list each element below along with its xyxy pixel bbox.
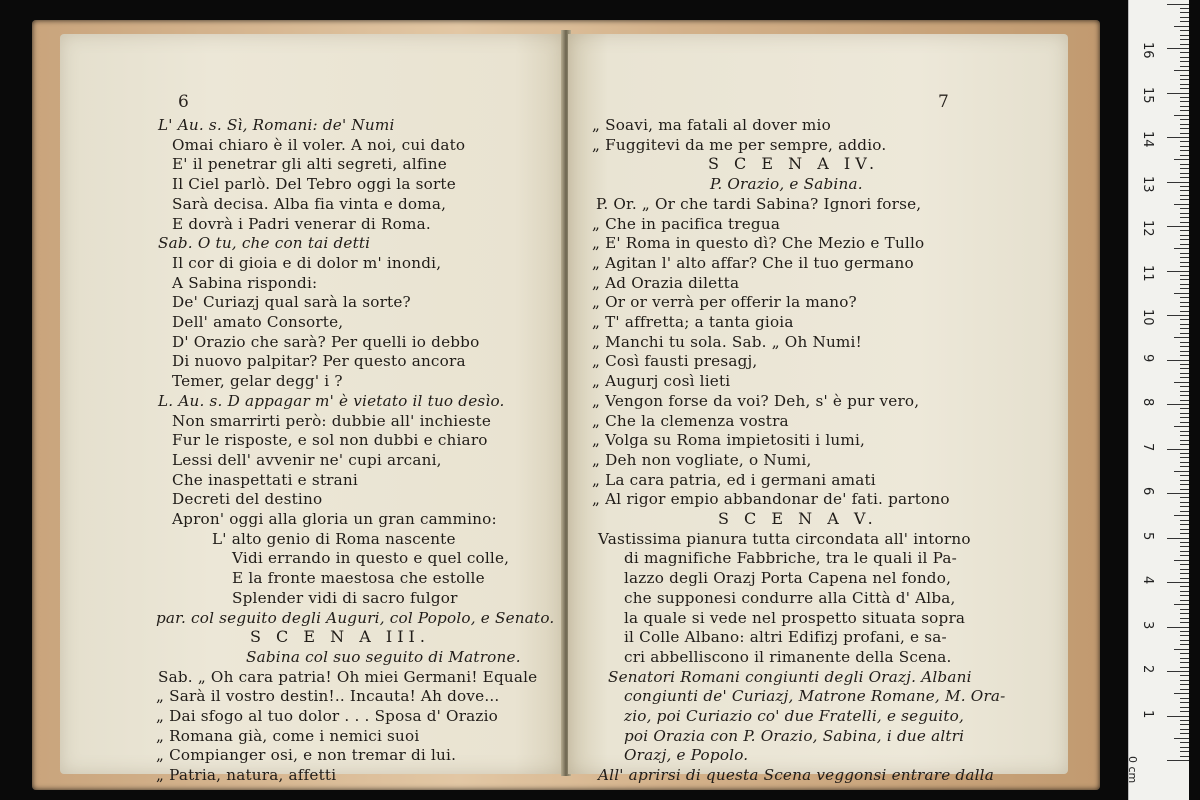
- ruler-tick: [1180, 217, 1189, 218]
- ruler-tick: [1180, 546, 1189, 547]
- ruler-unit-label: 0 cm: [1126, 756, 1139, 784]
- ruler-tick: [1167, 315, 1189, 316]
- ruler-tick: [1180, 44, 1189, 45]
- text-line: Lessi dell' avvenir ne' cupi arcani,: [172, 450, 442, 469]
- ruler-tick: [1180, 186, 1189, 187]
- text-line: „ Sarà il vostro destin!.. Incauta! Ah dove...: [156, 687, 500, 706]
- ruler-tick: [1174, 26, 1189, 27]
- ruler-tick: [1180, 489, 1189, 490]
- ruler-tick: [1167, 716, 1189, 717]
- text-line: „ Patria, natura, affetti: [156, 766, 337, 785]
- ruler-tick: [1180, 213, 1189, 214]
- ruler-number: 13: [1140, 175, 1155, 193]
- ruler-tick: [1174, 204, 1189, 205]
- ruler-tick: [1180, 244, 1189, 245]
- text-line: „ Volga su Roma impietositi i lumi,: [592, 431, 866, 450]
- ruler-tick: [1180, 368, 1189, 369]
- ruler-tick: [1180, 173, 1189, 174]
- ruler-tick: [1180, 284, 1189, 285]
- ruler-tick: [1180, 524, 1189, 525]
- ruler-number: 5: [1140, 531, 1155, 540]
- ruler-tick: [1180, 756, 1189, 757]
- ruler-tick: [1180, 377, 1189, 378]
- ruler-tick: [1174, 248, 1189, 249]
- scene-heading: S C E N A III.: [250, 627, 430, 647]
- ruler-tick: [1174, 560, 1189, 561]
- ruler-tick: [1180, 440, 1189, 441]
- ruler-tick: [1180, 600, 1189, 601]
- ruler-tick: [1180, 542, 1189, 543]
- ruler-tick: [1180, 12, 1189, 13]
- ruler-tick: [1180, 675, 1189, 676]
- ruler-tick: [1180, 511, 1189, 512]
- ruler-tick: [1180, 8, 1189, 9]
- text-line: „ Or or verrà per offerir la mano?: [592, 293, 857, 312]
- text-line: Orazj, e Popolo.: [624, 746, 749, 765]
- ruler-tick: [1180, 146, 1189, 147]
- text-line: Decreti del destino: [172, 490, 323, 509]
- text-line: „ Così fausti presagj,: [592, 352, 758, 371]
- ruler-tick: [1180, 484, 1189, 485]
- ruler-tick: [1180, 653, 1189, 654]
- ruler-tick: [1174, 649, 1189, 650]
- text-line: Non smarrirti però: dubbie all' inchieste: [172, 411, 492, 430]
- ruler-tick: [1167, 4, 1189, 5]
- ruler-tick: [1180, 324, 1189, 325]
- ruler-tick: [1180, 190, 1189, 191]
- ruler-tick: [1180, 110, 1189, 111]
- ruler-tick: [1174, 159, 1189, 160]
- ruler-tick: [1180, 342, 1189, 343]
- ruler-number: 2: [1140, 665, 1155, 674]
- ruler-tick: [1180, 480, 1189, 481]
- text-line: Omai chiaro è il voler. A noi, cui dato: [172, 135, 466, 154]
- ruler-tick: [1180, 506, 1189, 507]
- ruler-tick: [1180, 279, 1189, 280]
- ruler-tick: [1180, 520, 1189, 521]
- ruler-tick: [1180, 21, 1189, 22]
- ruler-tick: [1180, 733, 1189, 734]
- ruler-tick: [1180, 618, 1189, 619]
- ruler-tick: [1180, 578, 1189, 579]
- ruler-tick: [1167, 538, 1189, 539]
- ruler-tick: [1180, 262, 1189, 263]
- ruler-number: 16: [1140, 42, 1155, 59]
- text-line: „ Augurj così lieti: [592, 372, 731, 391]
- ruler-tick: [1180, 239, 1189, 240]
- ruler-tick: [1180, 235, 1189, 236]
- text-line: Il cor di gioia e di dolor m' inondi,: [172, 253, 442, 272]
- text-line: „ Ad Orazia diletta: [592, 273, 740, 292]
- ruler-tick: [1180, 667, 1189, 668]
- ruler-number: 12: [1140, 220, 1155, 237]
- ruler-tick: [1167, 627, 1189, 628]
- text-line: De' Curiazj qual sarà la sorte?: [172, 293, 411, 312]
- text-line: „ Vengon forse da voi? Deh, s' è pur vero,: [592, 391, 920, 410]
- ruler-tick: [1180, 311, 1189, 312]
- ruler-tick: [1180, 435, 1189, 436]
- ruler-tick: [1174, 382, 1189, 383]
- text-line: poi Orazia con P. Orazio, Sabina, i due altri: [624, 726, 965, 745]
- text-line: Temer, gelar degg' i ?: [172, 372, 343, 391]
- ruler-tick: [1180, 595, 1189, 596]
- ruler-tick: [1180, 319, 1189, 320]
- ruler-tick: [1180, 208, 1189, 209]
- text-line: „ Al rigor empio abbandonar de' fati. partono: [592, 490, 950, 509]
- ruler-tick: [1180, 502, 1189, 503]
- ruler-tick: [1180, 711, 1189, 712]
- ruler-tick: [1180, 631, 1189, 632]
- ruler-tick: [1180, 97, 1189, 98]
- text-line: L' alto genio di Roma nascente: [212, 529, 456, 548]
- ruler-tick: [1180, 391, 1189, 392]
- ruler-number: 14: [1140, 131, 1155, 148]
- ruler-tick: [1180, 328, 1189, 329]
- ruler-tick: [1180, 742, 1189, 743]
- ruler-tick: [1180, 266, 1189, 267]
- ruler-tick: [1180, 297, 1189, 298]
- text-line: L' Au. s. Sì, Romani: de' Numi: [158, 116, 395, 134]
- ruler-tick: [1180, 591, 1189, 592]
- ruler-tick: [1180, 302, 1189, 303]
- text-line: E la fronte maestosa che estolle: [232, 569, 485, 588]
- ruler-tick: [1180, 533, 1189, 534]
- text-line: A Sabina rispondi:: [172, 273, 318, 292]
- ruler-tick: [1180, 333, 1189, 334]
- ruler-tick: [1180, 555, 1189, 556]
- ruler-tick: [1167, 760, 1189, 761]
- text-line: All' aprirsi di questa Scena veggonsi entrare dalla: [598, 766, 994, 785]
- ruler-tick: [1180, 351, 1189, 352]
- ruler-tick: [1180, 422, 1189, 423]
- ruler-number: 10: [1140, 309, 1155, 326]
- ruler-tick: [1180, 680, 1189, 681]
- text-line: „ Manchi tu sola. Sab. „ Oh Numi!: [592, 332, 862, 351]
- ruler-tick: [1167, 93, 1189, 94]
- ruler-tick: [1180, 133, 1189, 134]
- ruler-tick: [1180, 141, 1189, 142]
- ruler-tick: [1180, 609, 1189, 610]
- ruler-tick: [1167, 449, 1189, 450]
- text-line: la quale si vede nel prospetto situata sopra: [624, 608, 966, 627]
- ruler-tick: [1180, 168, 1189, 169]
- ruler-number: 11: [1140, 264, 1155, 282]
- ruler-tick: [1180, 613, 1189, 614]
- ruler-tick: [1180, 751, 1189, 752]
- text-line: Il Ciel parlò. Del Tebro oggi la sorte: [172, 175, 456, 194]
- ruler-tick: [1180, 431, 1189, 432]
- text-line: „ E' Roma in questo dì? Che Mezio e Tullo: [592, 234, 925, 253]
- page-number: 7: [938, 92, 949, 112]
- ruler-tick: [1180, 573, 1189, 574]
- ruler-tick: [1180, 529, 1189, 530]
- ruler-tick: [1180, 684, 1189, 685]
- text-line: „ T' affretta; a tanta gioia: [592, 313, 794, 331]
- ruler-tick: [1180, 747, 1189, 748]
- stage-direction: Sabina col suo seguito di Matrone.: [246, 647, 521, 666]
- ruler-tick: [1174, 70, 1189, 71]
- ruler-tick: [1180, 288, 1189, 289]
- text-line: di magnifiche Fabbriche, tra le quali il Pa-: [624, 549, 957, 568]
- ruler-tick: [1167, 271, 1189, 272]
- ruler-tick: [1180, 61, 1189, 62]
- text-line: „ Che in pacifica tregua: [592, 214, 781, 233]
- ruler-tick: [1174, 604, 1189, 605]
- ruler-tick: [1180, 400, 1189, 401]
- ruler-tick: [1180, 364, 1189, 365]
- ruler-number: 4: [1140, 576, 1155, 585]
- ruler-tick: [1180, 195, 1189, 196]
- text-line: E dovrà i Padri venerar di Roma.: [172, 214, 431, 233]
- ruler-tick: [1167, 182, 1189, 183]
- ruler-tick: [1180, 386, 1189, 387]
- ruler-tick: [1180, 475, 1189, 476]
- ruler-tick: [1180, 644, 1189, 645]
- ruler-tick: [1180, 222, 1189, 223]
- text-line: congiunti de' Curiazj, Matrone Romane, M. Ora-: [624, 687, 1006, 706]
- ruler-tick: [1180, 689, 1189, 690]
- text-line: „ Che la clemenza vostra: [592, 411, 789, 430]
- text-line: cri abbelliscono il rimanente della Scena.: [624, 647, 952, 666]
- ruler-number: 9: [1140, 353, 1155, 362]
- ruler-tick: [1180, 57, 1189, 58]
- text-line: E' il penetrar gli alti segreti, alfine: [172, 155, 447, 174]
- ruler-tick: [1174, 515, 1189, 516]
- text-line: „ Dai sfogo al tuo dolor . . . Sposa d' Orazio: [156, 707, 499, 725]
- ruler-tick: [1180, 707, 1189, 708]
- text-line: „ Deh non vogliate, o Numi,: [592, 450, 812, 469]
- ruler-tick: [1167, 582, 1189, 583]
- left-page: [60, 34, 566, 785]
- measuring-ruler: [1128, 0, 1189, 800]
- ruler-tick: [1180, 39, 1189, 40]
- text-line: zio, poi Curiazio co' due Fratelli, e seguito,: [624, 707, 964, 725]
- ruler-tick: [1180, 444, 1189, 445]
- text-line: „ Soavi, ma fatali al dover mio: [592, 116, 831, 134]
- ruler-tick: [1180, 698, 1189, 699]
- ruler-number: 3: [1140, 620, 1155, 629]
- ruler-tick: [1174, 738, 1189, 739]
- ruler-tick: [1180, 413, 1189, 414]
- ruler-tick: [1180, 119, 1189, 120]
- ruler-number: 8: [1140, 398, 1155, 407]
- text-line: Che inaspettati e strani: [172, 470, 358, 489]
- ruler-tick: [1180, 88, 1189, 89]
- ruler-tick: [1180, 346, 1189, 347]
- ruler-tick: [1180, 253, 1189, 254]
- ruler-tick: [1180, 640, 1189, 641]
- stage-direction: P. Orazio, e Sabina.: [710, 175, 863, 194]
- ruler-tick: [1180, 306, 1189, 307]
- ruler-tick: [1180, 702, 1189, 703]
- text-line: „ Agitan l' alto affar? Che il tuo germano: [592, 253, 914, 272]
- text-line: P. Or. „ Or che tardi Sabina? Ignori forse,: [596, 194, 922, 213]
- ruler-tick: [1180, 199, 1189, 200]
- text-line: „ Romana già, come i nemici suoi: [156, 726, 420, 745]
- ruler-tick: [1180, 79, 1189, 80]
- ruler-tick: [1180, 75, 1189, 76]
- ruler-tick: [1180, 155, 1189, 156]
- ruler-tick: [1180, 257, 1189, 258]
- ruler-tick: [1180, 662, 1189, 663]
- ruler-tick: [1180, 373, 1189, 374]
- ruler-tick: [1180, 35, 1189, 36]
- text-line: D' Orazio che sarà? Per quelli io debbo: [172, 332, 480, 351]
- ruler-tick: [1180, 417, 1189, 418]
- ruler-tick: [1180, 101, 1189, 102]
- scene-heading: S C E N A V.: [718, 509, 878, 528]
- text-line: Dell' amato Consorte,: [172, 313, 344, 331]
- text-line: L. Au. s. D appagar m' è vietato il tuo desìo.: [158, 391, 505, 410]
- stage-direction: par. col seguito degli Auguri, col Popolo, e Senato.: [156, 608, 555, 627]
- ruler-tick: [1180, 408, 1189, 409]
- ruler-number: 1: [1140, 709, 1155, 718]
- ruler-tick: [1180, 724, 1189, 725]
- ruler-tick: [1174, 115, 1189, 116]
- text-line: „ La cara patria, ed i germani amati: [592, 470, 876, 489]
- ruler-tick: [1167, 360, 1189, 361]
- ruler-tick: [1180, 551, 1189, 552]
- text-line: Vidi errando in questo e quel colle,: [232, 549, 510, 568]
- ruler-tick: [1180, 564, 1189, 565]
- ruler-number: 6: [1140, 487, 1155, 496]
- ruler-tick: [1167, 226, 1189, 227]
- ruler-number: 15: [1140, 86, 1155, 104]
- scene-heading: S C E N A IV.: [708, 154, 880, 174]
- ruler-number: 7: [1140, 442, 1155, 451]
- ruler-tick: [1180, 720, 1189, 721]
- ruler-tick: [1180, 30, 1189, 31]
- ruler-tick: [1180, 17, 1189, 18]
- ruler-tick: [1180, 355, 1189, 356]
- text-line: Fur le risposte, e sol non dubbi e chiaro: [172, 431, 488, 450]
- ruler-tick: [1174, 293, 1189, 294]
- ruler-tick: [1180, 635, 1189, 636]
- ruler-tick: [1174, 337, 1189, 338]
- ruler-tick: [1180, 66, 1189, 67]
- ruler-tick: [1180, 729, 1189, 730]
- ruler-tick: [1174, 471, 1189, 472]
- ruler-tick: [1167, 671, 1189, 672]
- ruler-tick: [1180, 177, 1189, 178]
- ruler-tick: [1167, 404, 1189, 405]
- ruler-tick: [1174, 693, 1189, 694]
- ruler-tick: [1180, 230, 1189, 231]
- ruler-tick: [1180, 586, 1189, 587]
- ruler-tick: [1180, 462, 1189, 463]
- right-page: [568, 34, 1068, 785]
- ruler-tick: [1180, 84, 1189, 85]
- ruler-tick: [1180, 124, 1189, 125]
- text-line: Splender vidi di sacro fulgor: [232, 588, 458, 607]
- ruler-tick: [1167, 137, 1189, 138]
- text-line: Sab. „ Oh cara patria! Oh miei Germani! Equale: [158, 667, 538, 686]
- page-number: 6: [178, 92, 189, 112]
- ruler-tick: [1180, 128, 1189, 129]
- ruler-tick: [1180, 658, 1189, 659]
- text-line: „ Fuggitevi da me per sempre, addio.: [592, 135, 887, 154]
- ruler-tick: [1180, 395, 1189, 396]
- ruler-tick: [1167, 48, 1189, 49]
- ruler-tick: [1180, 106, 1189, 107]
- ruler-tick: [1180, 622, 1189, 623]
- text-line: lazzo degli Orazj Porta Capena nel fondo,: [624, 569, 952, 588]
- ruler-tick: [1174, 426, 1189, 427]
- ruler-tick: [1180, 52, 1189, 53]
- text-line: che supponesi condurre alla Città d' Alba,: [624, 588, 956, 607]
- ruler-tick: [1180, 569, 1189, 570]
- text-line: Di nuovo palpitar? Per questo ancora: [172, 352, 466, 371]
- text-line: Apron' oggi alla gloria un gran cammino:: [172, 510, 497, 528]
- text-line: „ Compianger osi, e non tremar di lui.: [156, 746, 457, 765]
- text-line: Senatori Romani congiunti degli Orazj. Albani: [608, 667, 972, 686]
- ruler-tick: [1180, 453, 1189, 454]
- ruler-tick: [1180, 457, 1189, 458]
- text-line: Vastissima pianura tutta circondata all' intorno: [598, 529, 971, 548]
- text-line: il Colle Albano: altri Edifizj profani, e sa-: [624, 628, 947, 647]
- ruler-tick: [1167, 493, 1189, 494]
- ruler-tick: [1180, 466, 1189, 467]
- ruler-tick: [1180, 275, 1189, 276]
- text-line: Sab. O tu, che con tai detti: [158, 234, 371, 253]
- ruler-tick: [1180, 150, 1189, 151]
- ruler-tick: [1180, 164, 1189, 165]
- text-line: Sarà decisa. Alba fia vinta e doma,: [172, 194, 447, 213]
- ruler-tick: [1180, 497, 1189, 498]
